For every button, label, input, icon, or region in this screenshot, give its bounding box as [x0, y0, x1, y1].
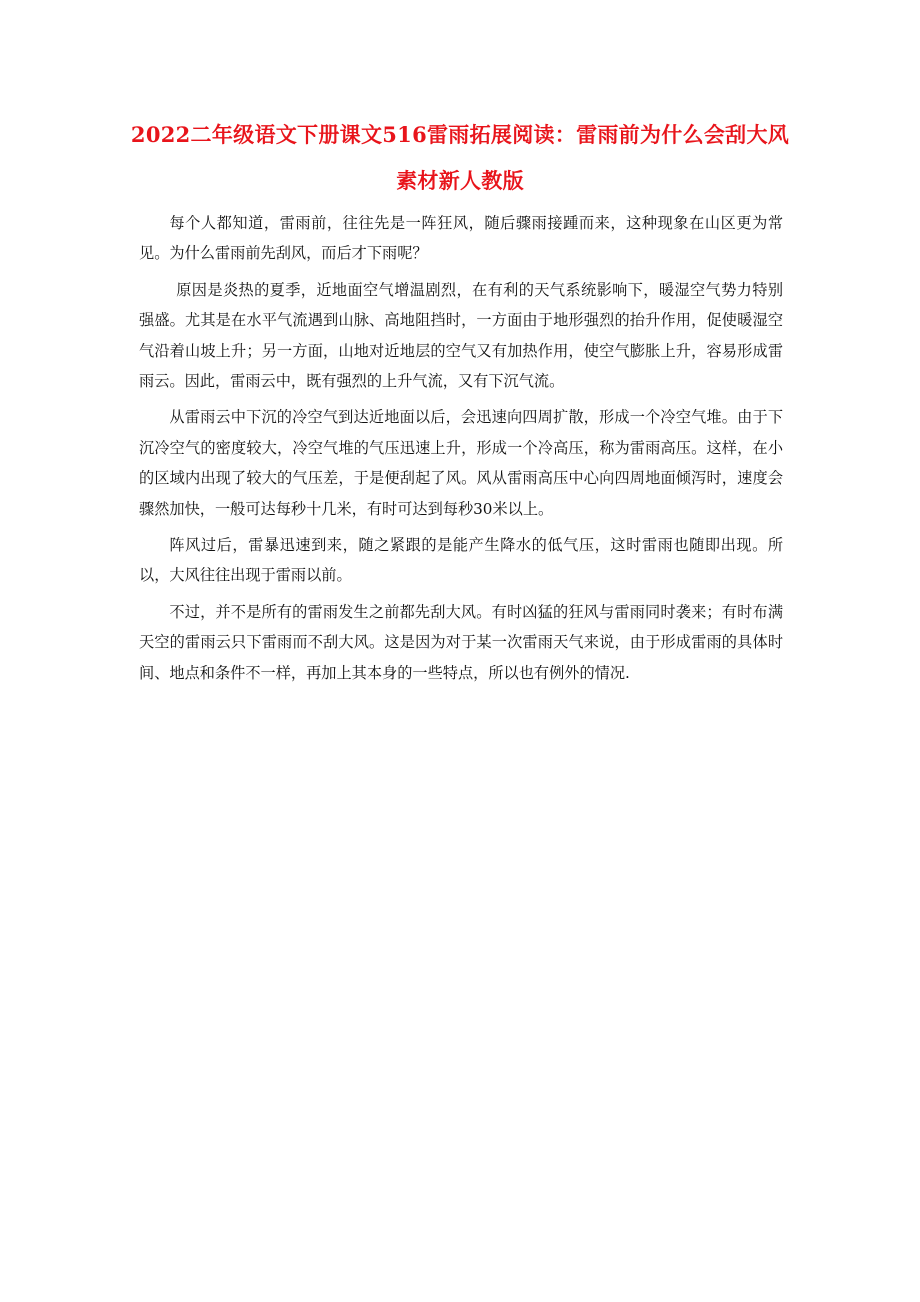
document-body [139, 208, 783, 694]
paragraph-1: 每个人都知道，雷雨前，往往先是一阵狂风，随后骤雨接踵而来，这种现象在山区更为常见。为什么雷雨前先刮风，而后才下雨呢？ [139, 214, 783, 263]
document-title: 2022二年级语文下册课文516雷雨拓展阅读：雷雨前为什么会刮大风素材新人教版 [130, 122, 790, 193]
paragraph-4: 阵风过后，雷暴迅速到来，随之紧跟的是能产生降水的低气压，这时雷雨也随即出现。所以，大风往往出现于雷雨以前。 [139, 536, 783, 585]
paragraph-3: 从雷雨云中下沉的冷空气到达近地面以后，会迅速向四周扩散，形成一个冷空气堆。由于下沉冷空气的密度较大，冷空气堆的气压迅速上升，形成一个冷高压，称为雷雨高压。这样，在小的区域内出现了较大的气压差，于是便刮起了风。风从雷雨高压中心向四周地面倾泻时，速度会骤然加快，一般可达每秒十几米，有时可达到每秒30米以上。 [139, 408, 783, 518]
paragraph-2: 原因是炎热的夏季，近地面空气增温剧烈，在有利的天气系统影响下，暖湿空气势力特别强盛。尤其是在水平气流遇到山脉、高地阻挡时，一方面由于地形强烈的抬升作用，促使暖湿空气沿着山坡上升；另一方面，山地对近地层的空气又有加热作用，使空气膨胀上升，容易形成雷雨云。因此，雷雨云中，既有强烈的上升气流，又有下沉气流。 [139, 280, 783, 391]
paragraph-5: 不过，并不是所有的雷雨发生之前都先刮大风。有时凶猛的狂风与雷雨同时袭来；有时布满天空的雷雨云只下雷雨而不刮大风。这是因为对于某一次雷雨天气来说，由于形成雷雨的具体时间、地点和条件不一样，再加上其本身的一些特点，所以也有例外的情况. [139, 602, 783, 682]
